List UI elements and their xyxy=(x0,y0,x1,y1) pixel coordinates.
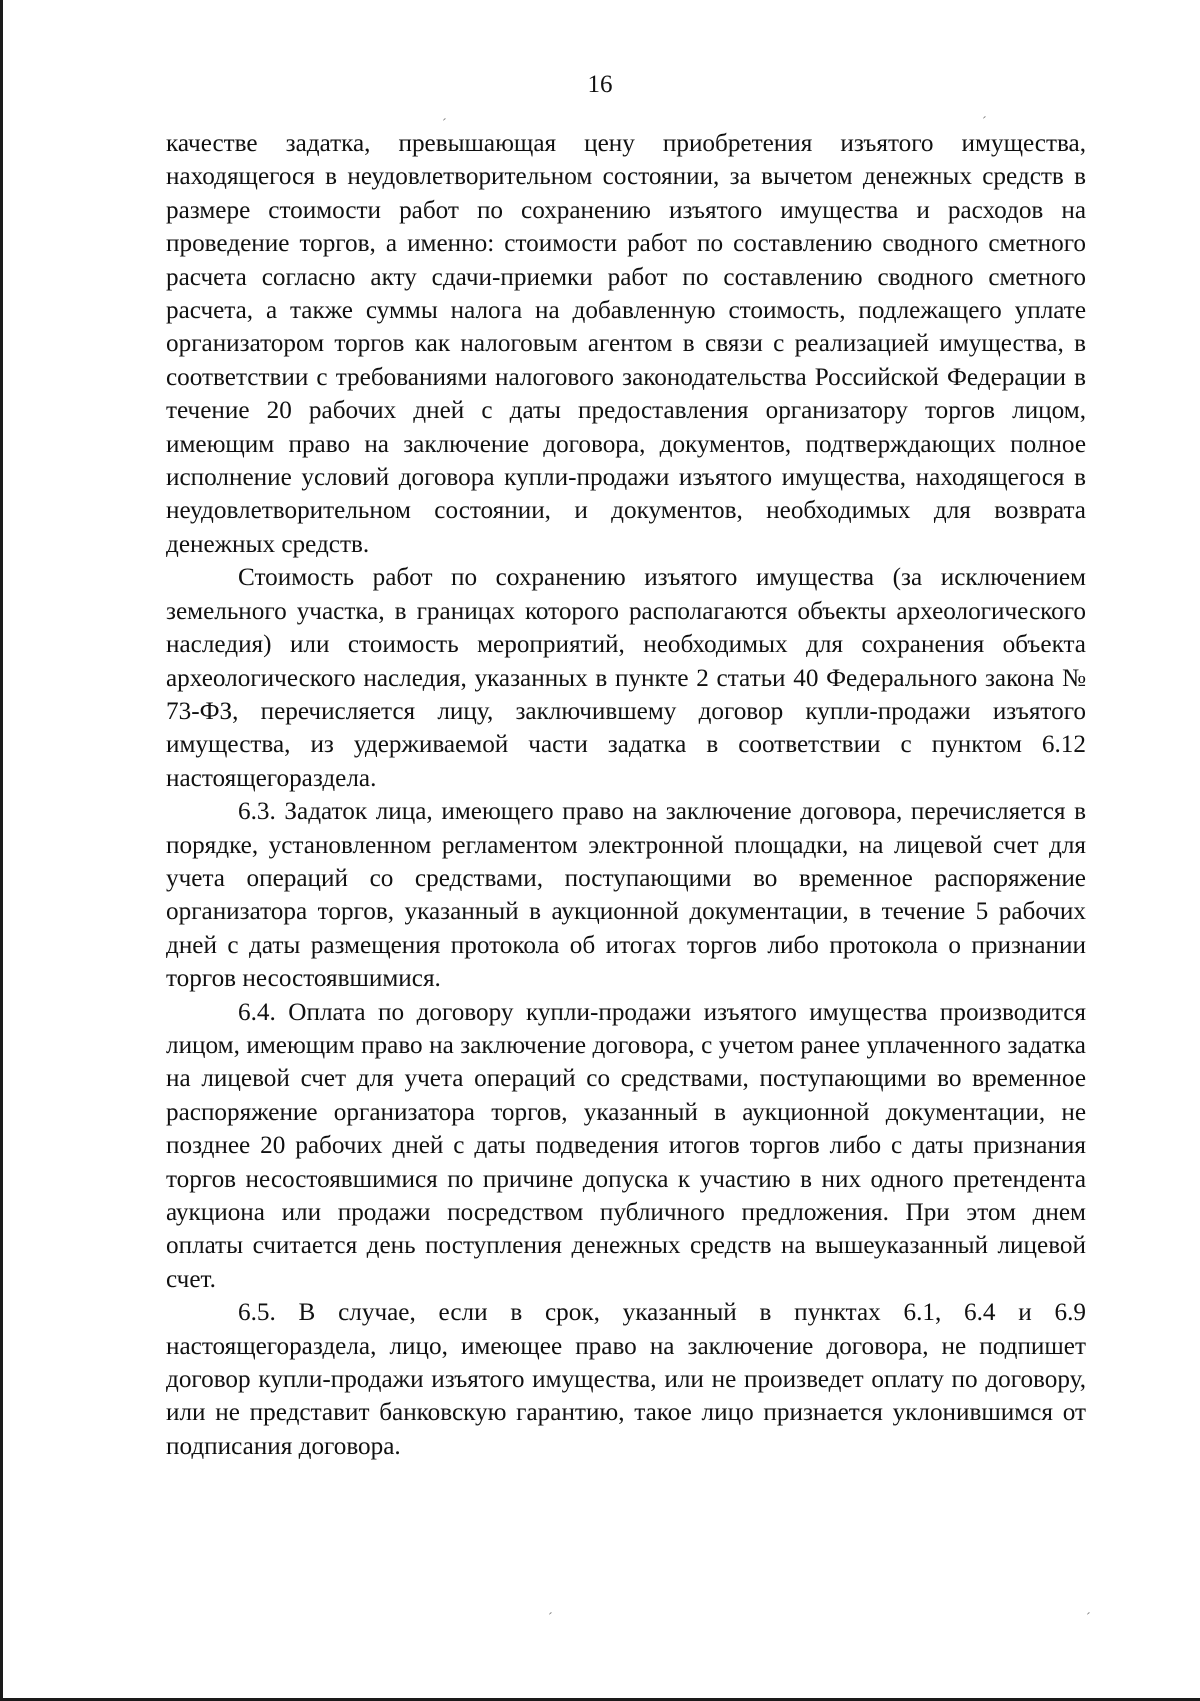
scan-edge-left xyxy=(0,0,3,1701)
document-body xyxy=(166,127,1086,1463)
paragraph-6-4-payment: 6.4. Оплата по договору купли-продажи изъятого имущества производится лицом, имеющим право на заключение договора, с учетом ранее уплаченного задатка на лицевой счет для учета операций со средствами, поступающими во временное распоряжение организатора торгов, указанный в аукционной документации, не позднее 20 рабочих дней с даты подведения итогов торгов либо с даты признания торгов несостоявшимися по причине допуска к участию в них одного претендента аукциона или продажи посредством публичного предложения. При этом днем оплаты считается день поступления денежных средств на вышеуказанный лицевой счет. xyxy=(166,998,1086,1293)
paragraph-preservation-cost: Стоимость работ по сохранению изъятого имущества (за исключением земельного участка, в границах которого располагаются объекты археологического наследия) или стоимость мероприятий, необходимых для сохранения объекта археологического наследия, указанных в пункте 2 статьи 40 Федерального закона № 73-ФЗ, перечисляется лицу, заключившему договор купли-продажи изъятого имущества, из удерживаемой части задатка в соответствии с пунктом 6.12 настоящегораздела. xyxy=(166,564,1086,792)
scan-speck: ˊ xyxy=(1086,1611,1091,1626)
paragraph-6-5-evasion: 6.5. В случае, если в срок, указанный в пунктах 6.1, 6.4 и 6.9 настоящегораздела, лицо, имеющее право на заключение договора, не подпишет договор купли-продажи изъятого имущества, или не произведет оплату по договору, или не представит банковскую гарантию, такое лицо признается уклонившимся от подписания договора. xyxy=(166,1299,1086,1460)
scan-speck: ˊ xyxy=(548,1611,553,1626)
page-number: 16 xyxy=(587,71,613,98)
scan-speck: ˊ xyxy=(982,115,987,130)
scan-speck: ˊ xyxy=(442,117,447,132)
paragraph-continuation: качестве задатка, превышающая цену приобретения изъятого имущества, находящегося в неудовлетворительном состоянии, за вычетом денежных средств в размере стоимости работ по сохранению изъятого имущества и расходов на проведение торгов, а именно: стоимости работ по составлению сводного сметного расчета согласно акту сдачи-приемки работ по составлению сводного сметного расчета, а также суммы налога на добавленную стоимость, подлежащего уплате организатором торгов как налоговым агентом в связи с реализацией имущества, в соответствии с требованиями налогового законодательства Российской Федерации в течение 20 рабочих дней с даты предоставления организатору торгов лицом, имеющим право на заключение договора, документов, подтверждающих полное исполнение условий договора купли-продажи изъятого имущества, находящегося в неудовлетворительном состоянии, и документов, необходимых для возврата денежных средств. xyxy=(166,130,1086,558)
paragraph-6-3-deposit: 6.3. Задаток лица, имеющего право на заключение договора, перечисляется в порядке, установленном регламентом электронной площадки, на лицевой счет для учета операций со средствами, поступающими во временное распоряжение организатора торгов, указанный в аукционной документации, в течение 5 рабочих дней с даты размещения протокола об итогах торгов либо протокола о признании торгов несостоявшимися. xyxy=(166,798,1086,993)
